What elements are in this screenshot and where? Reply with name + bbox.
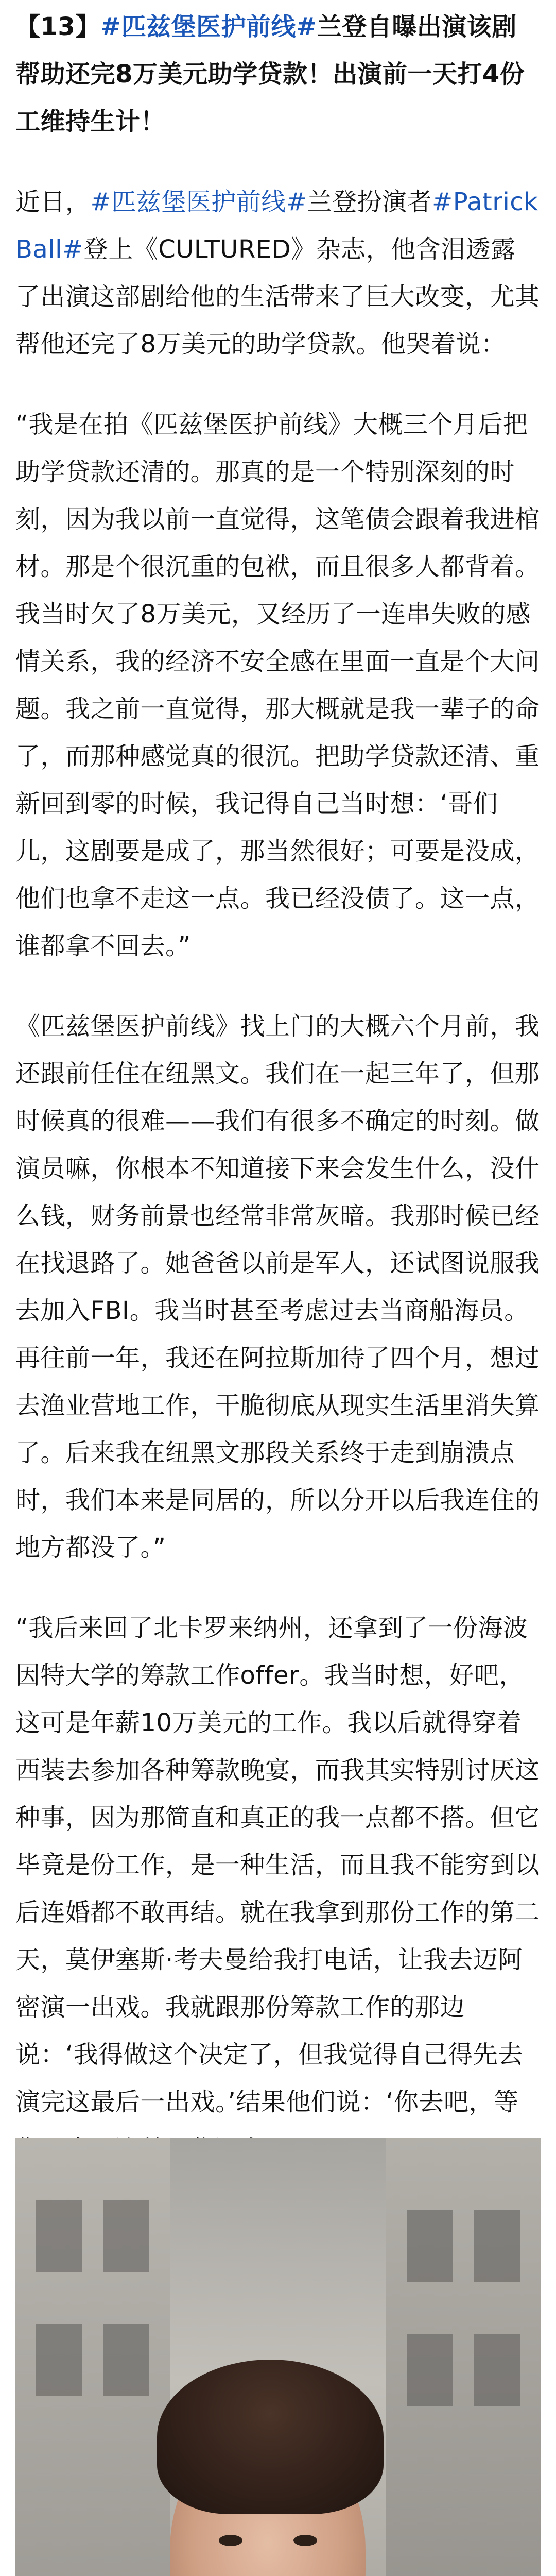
- post-headline: [15, 0, 541, 145]
- headline-text: 兰登自曝出演该剧帮助还完8万美元助学贷款！出演前一天打4份工维持生计！: [15, 12, 525, 136]
- building-window: [474, 2334, 520, 2406]
- hashtag-link[interactable]: #匹兹堡医护前线#: [100, 12, 317, 41]
- portrait-photo[interactable]: [15, 2138, 541, 2576]
- building-window: [36, 2200, 82, 2272]
- intro-text: 近日，: [15, 188, 91, 216]
- person-eye: [219, 2535, 242, 2546]
- headline-prefix: 【13】: [15, 12, 100, 41]
- quote-paragraph: “我后来回了北卡罗来纳州，还拿到了一份海波因特大学的筹款工作offer。我当时想，好吧，这可是年薪10万美元的工作。我以后就得穿着西装去参加各种筹款晚宴，而我其实特别讨厌这种事，因为那简直和真正的我一点都不搭。但它毕竟是份工作，是一种生活，而且我不能穷到以后连婚都不敢再结。就在我拿到那份工作的第二天，莫伊塞斯·考夫曼给我打电话，让我去迈阿密演一出戏。我就跟那份筹款工作的那边说：‘我得做这个决定了，但我觉得自己得先去演完这最后一出戏。’结果他们说：‘你去吧，等: [15, 1614, 540, 2116]
- hashtag-link[interactable]: #匹兹堡医护前线#: [90, 188, 307, 216]
- building-window: [407, 2334, 453, 2406]
- paragraph-gap: [15, 145, 541, 178]
- building-window: [36, 2324, 82, 2396]
- paragraph-gap: [15, 1571, 541, 1604]
- paragraph-gap: [15, 970, 541, 1003]
- building-window: [103, 2324, 149, 2396]
- quote-paragraph: “我是在拍《匹兹堡医护前线》大概三个月后把助学贷款还清的。那真的是一个特别深刻的时刻，因为我以前一直觉得，这笔债会跟着我进棺材。那是个很沉重的包袱，而且很多人都背着。我当时欠了8万美元，又经历了一连串失败的感情关系，我的经济不安全感在里面一直是个大问题。我之前一直觉得，那大概就是我一辈子的命了，而那种感觉真的很沉。把助学贷款还清、重新回到零的时候，我记得自己当时想：‘哥们儿，这剧要是成了，那当然很好；可要是没成，他们也拿不走这一点。我已经没债了。这一点，谁都拿不回去。”: [15, 410, 540, 960]
- building-window: [474, 2210, 520, 2282]
- intro-text: 兰登扮演者: [307, 188, 432, 216]
- person-hair: [157, 2360, 384, 2514]
- intro-paragraph: [15, 178, 541, 368]
- intro-text: 登上《CULTURED》杂志，他含泪透露了出演这部剧给他的生活带来了巨大改变，尤其帮他还完了8万美元的助学贷款。他哭着说：: [15, 235, 540, 359]
- actor-hashtag-link[interactable]: #Patrick Ball#: [15, 188, 538, 264]
- building-window: [407, 2210, 453, 2282]
- building-window: [103, 2200, 149, 2272]
- person-eye: [293, 2535, 317, 2546]
- paragraph-gap: [15, 368, 541, 401]
- quote-paragraph: 《匹兹堡医护前线》找上门的大概六个月前，我还跟前任住在纽黑文。我们在一起三年了，但那时候真的很难——我们有很多不确定的时刻。做演员嘛，你根本不知道接下来会发生什么，没什么钱，财务前景也经常非常灰暗。我那时候已经在找退路了。她爸爸以前是军人，还试图说服我去加入FBI。我当时甚至考虑过去当商船海员。再往前一年，我还在阿拉斯加待了四个月，想过去渔业营地工作，干脆彻底从现实生活里消失算了。后来我在纽黑文那段关系终于走到崩溃点时，我们本来是同居的，所以分开以后我连住的地方都没了。”: [15, 1012, 540, 1562]
